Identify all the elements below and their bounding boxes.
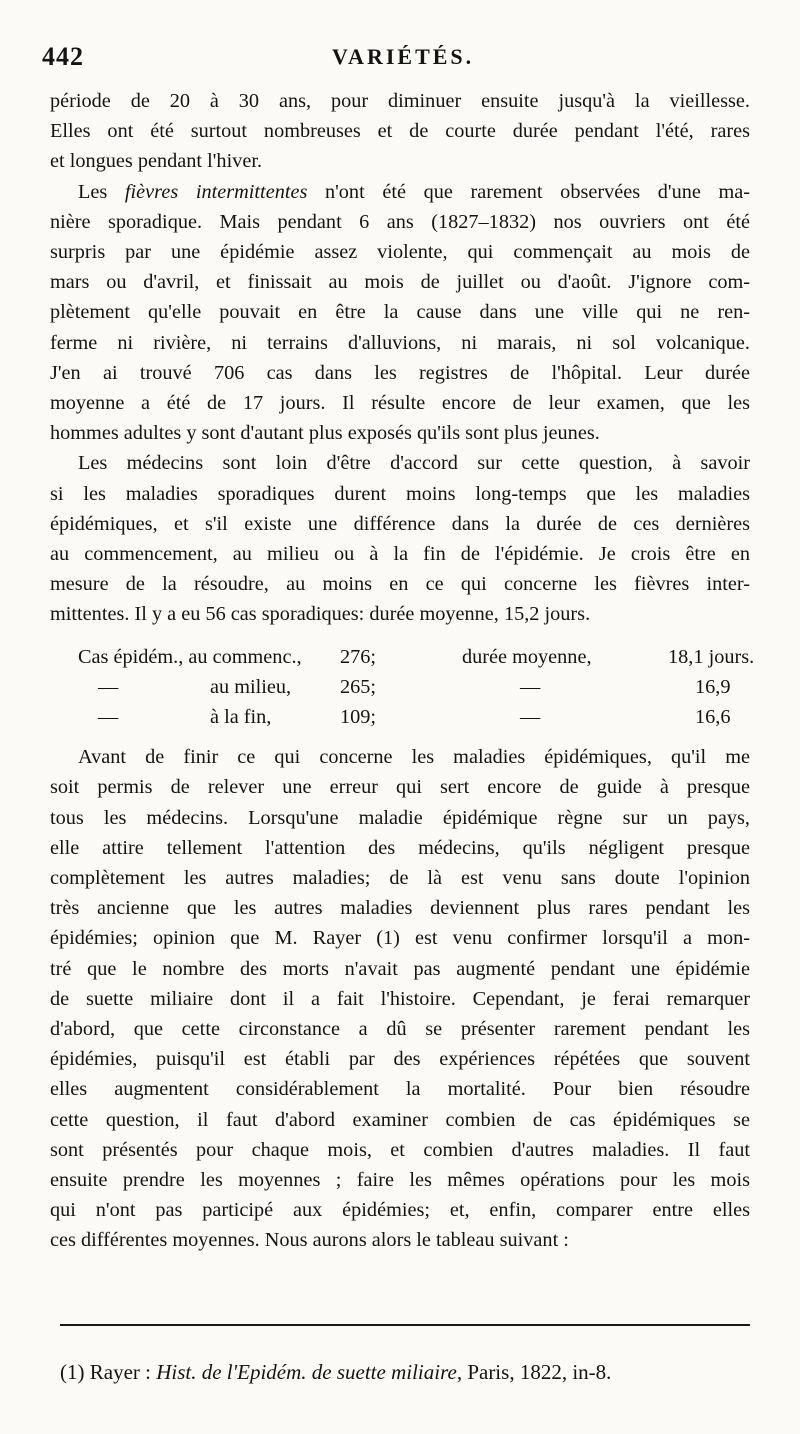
- text-line: [50, 177, 750, 207]
- text-line: surpris par une épidémie assez violente, qui commençait au mois de: [50, 241, 750, 264]
- text-line: nière sporadique. Mais pendant 6 ans (1827–1832) nos ouvriers ont été: [50, 210, 750, 233]
- text-line: épidémiques, et s'il existe une différence dans la durée de ces dernières: [50, 512, 750, 535]
- duration-table: [50, 642, 755, 733]
- text-line: complètement les autres maladies; de là est venu sans doute l'opinion: [50, 867, 750, 890]
- text-line: au commencement, au milieu ou à la fin de l'épidémie. Je crois être en: [50, 543, 750, 566]
- text-line: tous les médecins. Lorsqu'une maladie épidémique règne sur un pays,: [50, 806, 750, 829]
- text-line: moyenne a été de 17 jours. Il résulte encore de leur examen, que les: [50, 392, 750, 415]
- text-line: cette question, il faut d'abord examiner combien de cas épidémiques se: [50, 1108, 750, 1131]
- text-line: Les médecins sont loin d'être d'accord sur cette question, à savoir: [78, 452, 750, 475]
- text-line: elle attire tellement l'attention des médecins, qu'ils négligent presque: [50, 836, 750, 859]
- footnote-title: Hist. de l'Epidém. de suette miliaire: [156, 1360, 457, 1384]
- running-head: VARIÉTÉS.: [332, 44, 475, 69]
- text-line: période de 20 à 30 ans, pour diminuer ensuite jusqu'à la vieillesse.: [50, 90, 750, 112]
- row-label: au milieu,: [210, 675, 292, 698]
- text-line: et longues pendant l'hiver.: [50, 150, 263, 173]
- page-number: 442: [42, 42, 84, 71]
- text-line: mesure de la résoudre, au moins en ce qui concerne les fièvres inter-: [50, 573, 750, 596]
- text-line: elles augmentent considérablement la mortalité. Pour bien résoudre: [50, 1078, 750, 1101]
- text-line: de suette miliaire dont il a fait l'histoire. Cependant, je ferai remarquer: [50, 987, 750, 1010]
- text-line: Elles ont été surtout nombreuses et de courte durée pendant l'été, rares: [50, 120, 750, 143]
- text-line: très ancienne que les autres maladies deviennent plus rares pendant les: [50, 897, 750, 920]
- text-line: plètement qu'elle pouvait en être la cause dans une ville qui ne ren-: [50, 301, 750, 324]
- text-line: J'en ai trouvé 706 cas dans les registres de l'hôpital. Leur durée: [50, 361, 750, 384]
- row-ditto: —: [98, 706, 119, 729]
- table-row: [50, 702, 750, 732]
- text-fragment: n'ont été que rarement observées d'une ma-: [307, 180, 751, 203]
- footnote: [60, 1358, 760, 1386]
- row-label: Cas épidém., au commenc.,: [78, 645, 302, 668]
- text-line: d'abord, que cette circonstance a dû se présenter rarement pendant les: [50, 1018, 750, 1041]
- text-line: ferme ni rivière, ni terrains d'alluvions, ni marais, ni sol volcanique.: [50, 331, 750, 354]
- table-row: [50, 642, 755, 672]
- text-line: qui n'ont pas participé aux épidémies; et, enfin, comparer entre elles: [50, 1199, 750, 1222]
- footnote-author: Rayer :: [89, 1360, 157, 1384]
- row-value: 16,9: [695, 675, 731, 698]
- table-row: [50, 672, 750, 702]
- text-line: épidémies, puisqu'il est établi par des expériences répétées que souvent: [50, 1048, 750, 1071]
- body-text: [50, 86, 755, 1256]
- text-line: tré que le nombre des morts n'avait pas augmenté pendant une épidémie: [50, 957, 750, 980]
- text-fragment: Les: [78, 180, 125, 203]
- text-line: ces différentes moyennes. Nous aurons alors le tableau suivant :: [50, 1229, 569, 1252]
- footnote-rule: [60, 1324, 750, 1326]
- row-count: 265;: [340, 675, 377, 698]
- row-count: 109;: [340, 706, 377, 729]
- row-value: 16,6: [695, 706, 731, 729]
- row-mean-label: durée moyenne,: [462, 645, 592, 668]
- row-label: à la fin,: [210, 706, 272, 729]
- page-header: [42, 42, 762, 76]
- text-line: ensuite prendre les moyennes ; faire les mêmes opérations pour les mois: [50, 1169, 750, 1192]
- paragraph-3: [50, 448, 750, 629]
- row-ditto: —: [98, 675, 119, 698]
- text-line: hommes adultes y sont d'autant plus exposés qu'ils sont plus jeunes.: [50, 422, 600, 445]
- paragraph-2: [50, 177, 750, 449]
- text-line: soit permis de relever une erreur qui sert encore de guide à presque: [50, 776, 750, 799]
- text-line: épidémies; opinion que M. Rayer (1) est venu confirmer lorsqu'il a mon-: [50, 927, 750, 950]
- footnote-publication: , Paris, 1822, in-8.: [456, 1360, 612, 1384]
- text-line: si les maladies sporadiques durent moins long-temps que les maladies: [50, 482, 750, 505]
- paragraph-4: [50, 742, 750, 1255]
- italic-term: fièvres intermittentes: [124, 180, 308, 203]
- text-line: Avant de finir ce qui concerne les maladies épidémiques, qu'il me: [78, 746, 750, 769]
- paragraph-1: [50, 86, 750, 177]
- row-value: 18,1 jours.: [668, 645, 755, 668]
- row-mean-ditto: —: [520, 706, 541, 729]
- row-count: 276;: [340, 645, 377, 668]
- text-line: mittentes. Il y a eu 56 cas sporadiques: durée moyenne, 15,2 jours.: [50, 603, 591, 626]
- text-line: mars ou d'avril, et finissait au mois de juillet ou d'août. J'ignore com-: [50, 271, 750, 294]
- footnote-marker: (1): [60, 1360, 85, 1384]
- row-mean-ditto: —: [520, 675, 541, 698]
- text-line: sont présentés pour chaque mois, et combien d'autres maladies. Il faut: [50, 1138, 750, 1161]
